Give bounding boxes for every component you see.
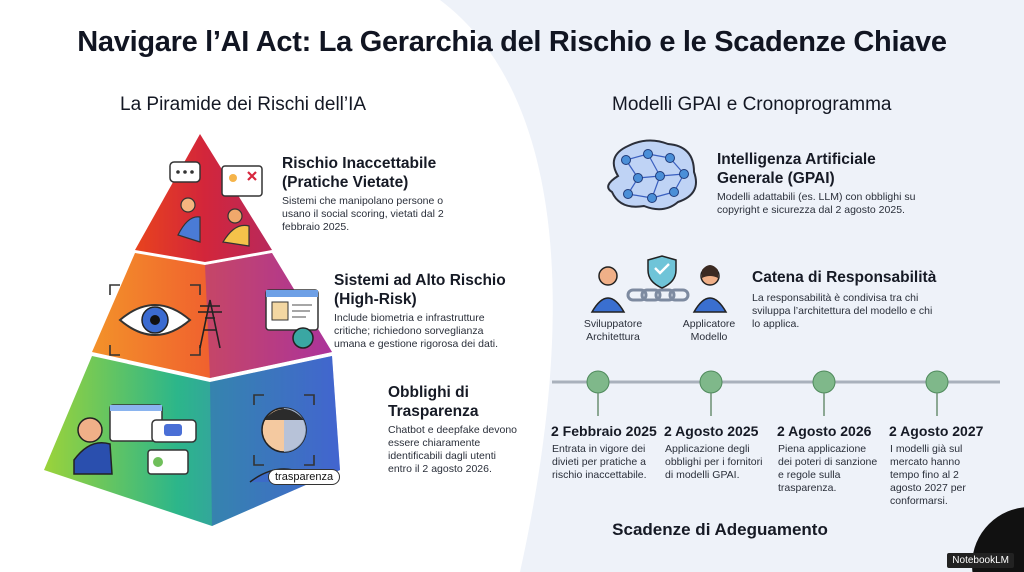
timeline-desc-2: Applicazione degli obblighi per i fornitori di modelli GPAI. <box>665 443 763 481</box>
gpai-title: Intelligenza Artificiale Generale (GPAI) <box>717 151 876 187</box>
timeline-dot <box>813 371 835 393</box>
timeline-dot <box>700 371 722 393</box>
chain-title: Catena di Responsabilità <box>752 269 937 286</box>
timeline-date-1: 2 Febbraio 2025 <box>551 423 657 439</box>
timeline-desc-1: Entrata in vigore dei divieti per pratiche a rischio inaccettabile. <box>552 443 647 481</box>
chain-icon <box>628 290 688 300</box>
timeline-date-3: 2 Agosto 2026 <box>777 423 872 439</box>
timeline <box>550 370 1002 420</box>
chain-desc: La responsabilità è condivisa tra chi sviluppa l’architettura del modello e chi lo applica. <box>752 292 933 330</box>
person-icon <box>78 418 102 442</box>
timeline-desc-4: I modelli già sul mercato hanno tempo fino al 2 agosto 2027 per conformarsi. <box>890 443 966 507</box>
level-unacceptable-desc: Sistemi che manipolano persone o usano il social scoring, vietati dal 2 febbraio 2025. <box>282 195 444 233</box>
timeline-dot <box>926 371 948 393</box>
level-high-risk-title: Sistemi ad Alto Rischio (High-Risk) <box>334 272 506 308</box>
timeline-dot <box>587 371 609 393</box>
timeline-date-4: 2 Agosto 2027 <box>889 423 984 439</box>
level-transparency-title: Obblighi di Trasparenza <box>388 384 479 420</box>
developer-label: Sviluppatore Architettura <box>583 318 643 343</box>
level-unacceptable-title: Rischio Inaccettabile (Pratiche Vietate) <box>282 155 437 191</box>
screen-icon <box>222 166 262 196</box>
developer-person-icon <box>599 267 617 285</box>
transparency-tag: trasparenza <box>268 469 340 485</box>
timeline-title: Scadenze di Adeguamento <box>612 520 828 539</box>
level-transparency-desc: Chatbot e deepfake devono essere chiaramente identificabili dagli utenti entro il 2 agosto 2026. <box>388 424 518 475</box>
speech-bubble-icon <box>170 162 200 182</box>
timeline-desc-3: Piena applicazione dei poteri di sanzione e regole sulla trasparenza. <box>778 443 878 494</box>
neural-brain-icon <box>598 136 704 220</box>
responsibility-chain-icon <box>586 254 736 318</box>
gpai-section-title: Modelli GPAI e Cronoprogramma <box>612 94 892 115</box>
timeline-date-2: 2 Agosto 2025 <box>664 423 759 439</box>
notebooklm-badge: NotebookLM <box>947 553 1014 568</box>
level-high-risk-desc: Include biometria e infrastrutture critiche; richiedono sorveglianza umana e gestione rigorosa dei dati. <box>334 312 499 350</box>
pyramid-section-title: La Piramide dei Rischi dell’IA <box>120 94 367 115</box>
applicator-label: Applicatore Modello <box>682 318 736 343</box>
gpai-desc: Modelli adattabili (es. LLM) con obblighi su copyright e sicurezza dal 2 agosto 2025. <box>717 191 916 216</box>
page-title: Navigare l’AI Act: La Gerarchia del Rischio e le Scadenze Chiave <box>77 26 947 58</box>
